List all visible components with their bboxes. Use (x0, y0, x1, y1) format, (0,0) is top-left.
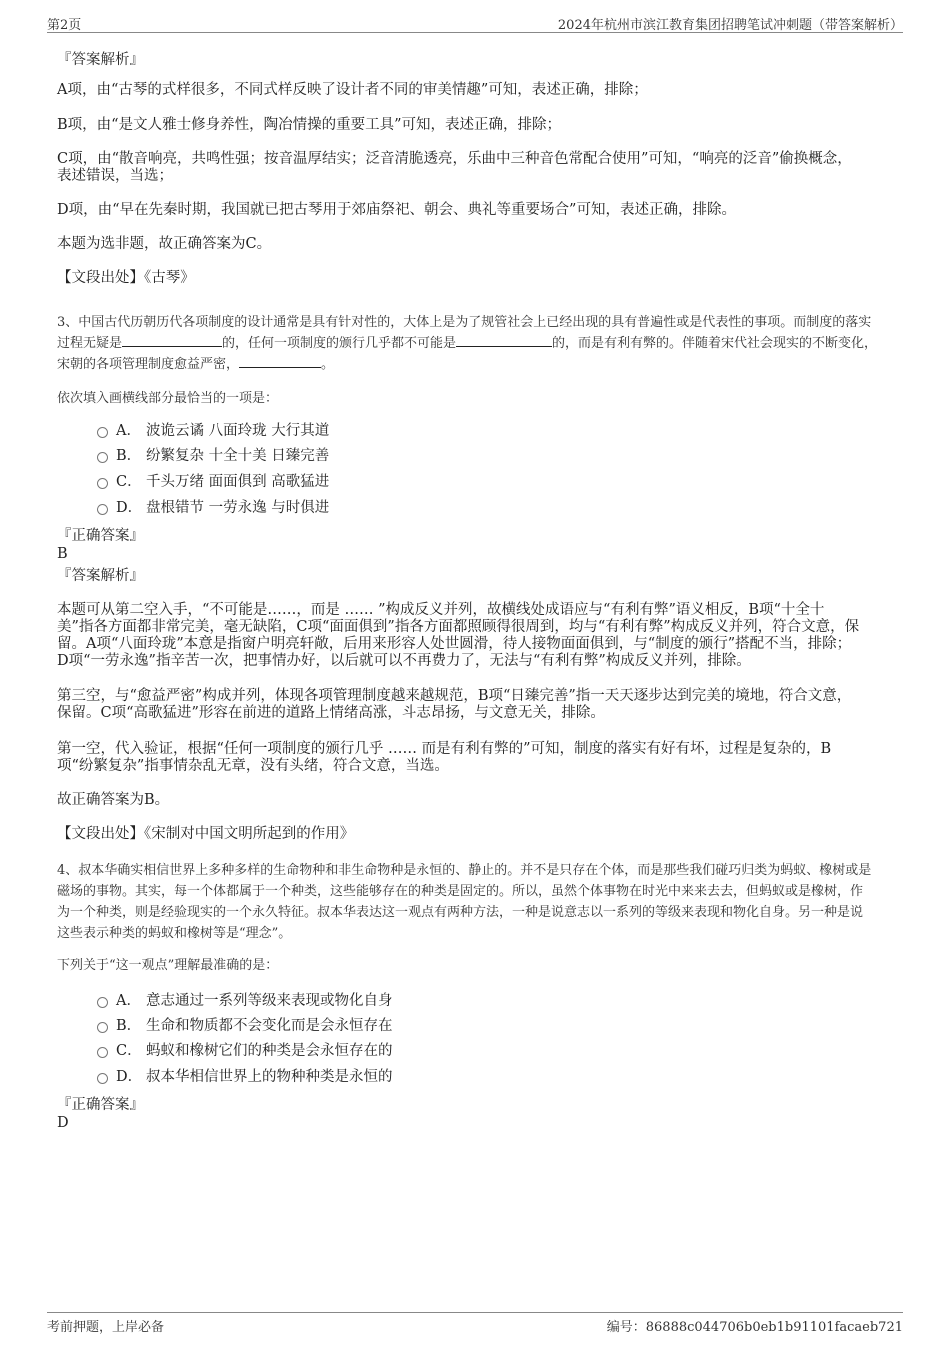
option-text: 叔本华相信世界上的物种种类是永恒的 (146, 1069, 393, 1085)
q2-source: 【文段出处】《古琴》 (57, 270, 195, 286)
q3-answer: B (57, 546, 68, 562)
q2-analysis-d: D项，由“早在先秦时期，我国就已把古琴用于郊庙祭祀、朝会、典礼等重要场合”可知，表述正确，排除。 (57, 202, 736, 218)
option-text: 盘根错节 一劳永逸 与时俱进 (146, 500, 330, 516)
option-key: A． (116, 993, 141, 1009)
option-key: C． (116, 1043, 142, 1059)
q3-analysis-p1-line1: 本题可从第二空入手，“不可能是……，而是 …… ”构成反义并列，故横线处成语应与“有利有弊”语义相反，B项“十全十 (57, 602, 825, 618)
footer-slogan: 考前押题，上岸必备 (47, 1320, 165, 1335)
option-key: A． (116, 423, 141, 439)
q3-stem-part: 宋朝的各项管理制度愈益严密， (57, 357, 240, 372)
q3-stem-part: 。 (321, 357, 335, 372)
q3-option-a[interactable] (97, 422, 329, 440)
q3-stem-line3 (57, 354, 893, 375)
q3-stem-line1: 3、中国古代历朝历代各项制度的设计通常是具有针对性的，大体上是为了规管社会上已经出现的具有普遍性或是代表性的事项。而制度的落实 (57, 315, 872, 330)
document-id: 编号：86888c044706b0eb1b91101facaeb721 (606, 1320, 903, 1335)
q4-option-d[interactable] (97, 1068, 393, 1086)
q3-option-b[interactable] (97, 447, 329, 465)
radio-icon[interactable] (97, 478, 108, 489)
q3-stem-part: 过程无疑是 (57, 336, 123, 351)
page-footer (47, 1312, 903, 1336)
q4-option-c[interactable] (97, 1042, 393, 1060)
q2-analysis-c-line2: 表述错误，当选； (57, 168, 173, 184)
fill-blank-3 (239, 355, 321, 368)
fill-blank-1 (122, 334, 222, 347)
q3-analysis-p1-line4: D项“一劳永逸”指辛苦一次，把事情办好，以后就可以不再费力了，无法与“有利有弊”构成反义并列，排除。 (57, 653, 751, 669)
q4-stem-line2: 磁场的事物。其实，每一个体都属于一个种类，这些能够存在的种类是固定的。所以，虽然个体事物在时光中来来去去，但蚂蚁或是橡树，作 (57, 884, 864, 899)
q2-analysis-label: 『答案解析』 (57, 52, 144, 68)
q3-analysis-p1-line3: 留。A项“八面玲珑”本意是指窗户明亮轩敞，后用来形容人处世圆滑，待人接物面面俱到，与“制度的颁行”搭配不当，排除； (57, 636, 852, 652)
q2-analysis-b: B项，由“是文人雅士修身养性，陶冶情操的重要工具”可知，表述正确，排除； (57, 117, 561, 133)
q3-analysis-p3-line2: 项“纷繁复杂”指事情杂乱无章，没有头绪，符合文意，当选。 (57, 758, 449, 774)
q4-prompt: 下列关于“这一观点”理解最准确的是： (57, 958, 279, 973)
q3-conclusion: 故正确答案为B。 (57, 792, 170, 808)
option-text: 意志通过一系列等级来表现或物化自身 (146, 993, 393, 1009)
q4-answer-label: 『正确答案』 (57, 1097, 144, 1113)
option-text: 千头万绪 面面俱到 高歌猛进 (146, 474, 330, 490)
option-key: D． (116, 1069, 143, 1085)
q3-option-c[interactable] (97, 473, 329, 491)
q3-analysis-p2-line2: 保留。C项“高歌猛进”形容在前进的道路上情绪高涨，斗志昂扬，与文意无关，排除。 (57, 705, 605, 721)
fill-blank-2 (456, 334, 552, 347)
q3-analysis-label: 『答案解析』 (57, 568, 144, 584)
option-text: 生命和物质都不会变化而是会永恒存在 (146, 1018, 393, 1034)
radio-icon[interactable] (97, 1073, 108, 1084)
q3-analysis-p2-line1: 第三空，与“愈益严密”构成并列，体现各项管理制度越来越规范，B项“日臻完善”指一天天逐步达到完美的境地，符合文意， (57, 688, 852, 704)
q4-stem-line1: 4、叔本华确实相信世界上多种多样的生命物种和非生命物种是永恒的、静止的。并不是只存在个体，而是那些我们碰巧归类为蚂蚁、橡树或是 (57, 863, 872, 878)
q3-stem-part: 的，任何一项制度的颁行几乎都不可能是 (222, 336, 457, 351)
radio-icon[interactable] (97, 452, 108, 463)
document-title: 2024年杭州市滨江教育集团招聘笔试冲刺题（带答案解析） (557, 18, 903, 33)
option-text: 波诡云谲 八面玲珑 大行其道 (146, 423, 330, 439)
radio-icon[interactable] (97, 427, 108, 438)
page-number: 第2页 (47, 18, 82, 33)
q3-analysis-p1-line2: 美”指各方面都非常完美，毫无缺陷，C项“面面俱到”指各方面都照顾得很周到，均与“有利有弊”构成反义并列，符合文意，保 (57, 619, 860, 635)
q3-option-d[interactable] (97, 499, 329, 517)
option-key: D． (116, 500, 143, 516)
q3-stem-line2 (57, 333, 893, 354)
q3-answer-label: 『正确答案』 (57, 528, 144, 544)
radio-icon[interactable] (97, 1022, 108, 1033)
q2-conclusion: 本题为选非题，故正确答案为C。 (57, 236, 272, 252)
q4-answer: D (57, 1115, 69, 1131)
q4-option-a[interactable] (97, 992, 393, 1010)
page-header (47, 14, 903, 33)
option-key: B． (116, 1018, 142, 1034)
radio-icon[interactable] (97, 997, 108, 1008)
option-key: C． (116, 474, 142, 490)
q3-stem-part: 的，而是有利有弊的。伴随着宋代社会现实的不断变化， (552, 336, 878, 351)
q2-analysis-c-line1: C项，由“散音响亮，共鸣性强；按音温厚结实；泛音清脆透亮，乐曲中三种音色常配合使用”可知，“响亮的泛音”偷换概念， (57, 151, 852, 167)
option-key: B． (116, 448, 142, 464)
q2-analysis-a: A项，由“古琴的式样很多，不同式样反映了设计者不同的审美情趣”可知，表述正确，排除； (57, 82, 648, 98)
option-text: 蚂蚁和橡树它们的种类是会永恒存在的 (146, 1043, 393, 1059)
radio-icon[interactable] (97, 504, 108, 515)
q3-source: 【文段出处】《宋制对中国文明所起到的作用》 (57, 826, 355, 842)
radio-icon[interactable] (97, 1047, 108, 1058)
q3-prompt: 依次填入画横线部分最恰当的一项是： (57, 391, 279, 406)
q4-stem-line4: 这些表示种类的蚂蚁和橡树等是“理念”。 (57, 926, 292, 941)
q4-stem-line3: 为一个种类，则是经验现实的一个永久特征。叔本华表达这一观点有两种方法，一种是说意志以一系列的等级来表现和物化自身。另一种是说 (57, 905, 864, 920)
option-text: 纷繁复杂 十全十美 日臻完善 (146, 448, 330, 464)
q4-option-b[interactable] (97, 1017, 393, 1035)
q3-analysis-p3-line1: 第一空，代入验证，根据“任何一项制度的颁行几乎 …… 而是有利有弊的”可知，制度的落实有好有坏，过程是复杂的，B (57, 741, 832, 757)
